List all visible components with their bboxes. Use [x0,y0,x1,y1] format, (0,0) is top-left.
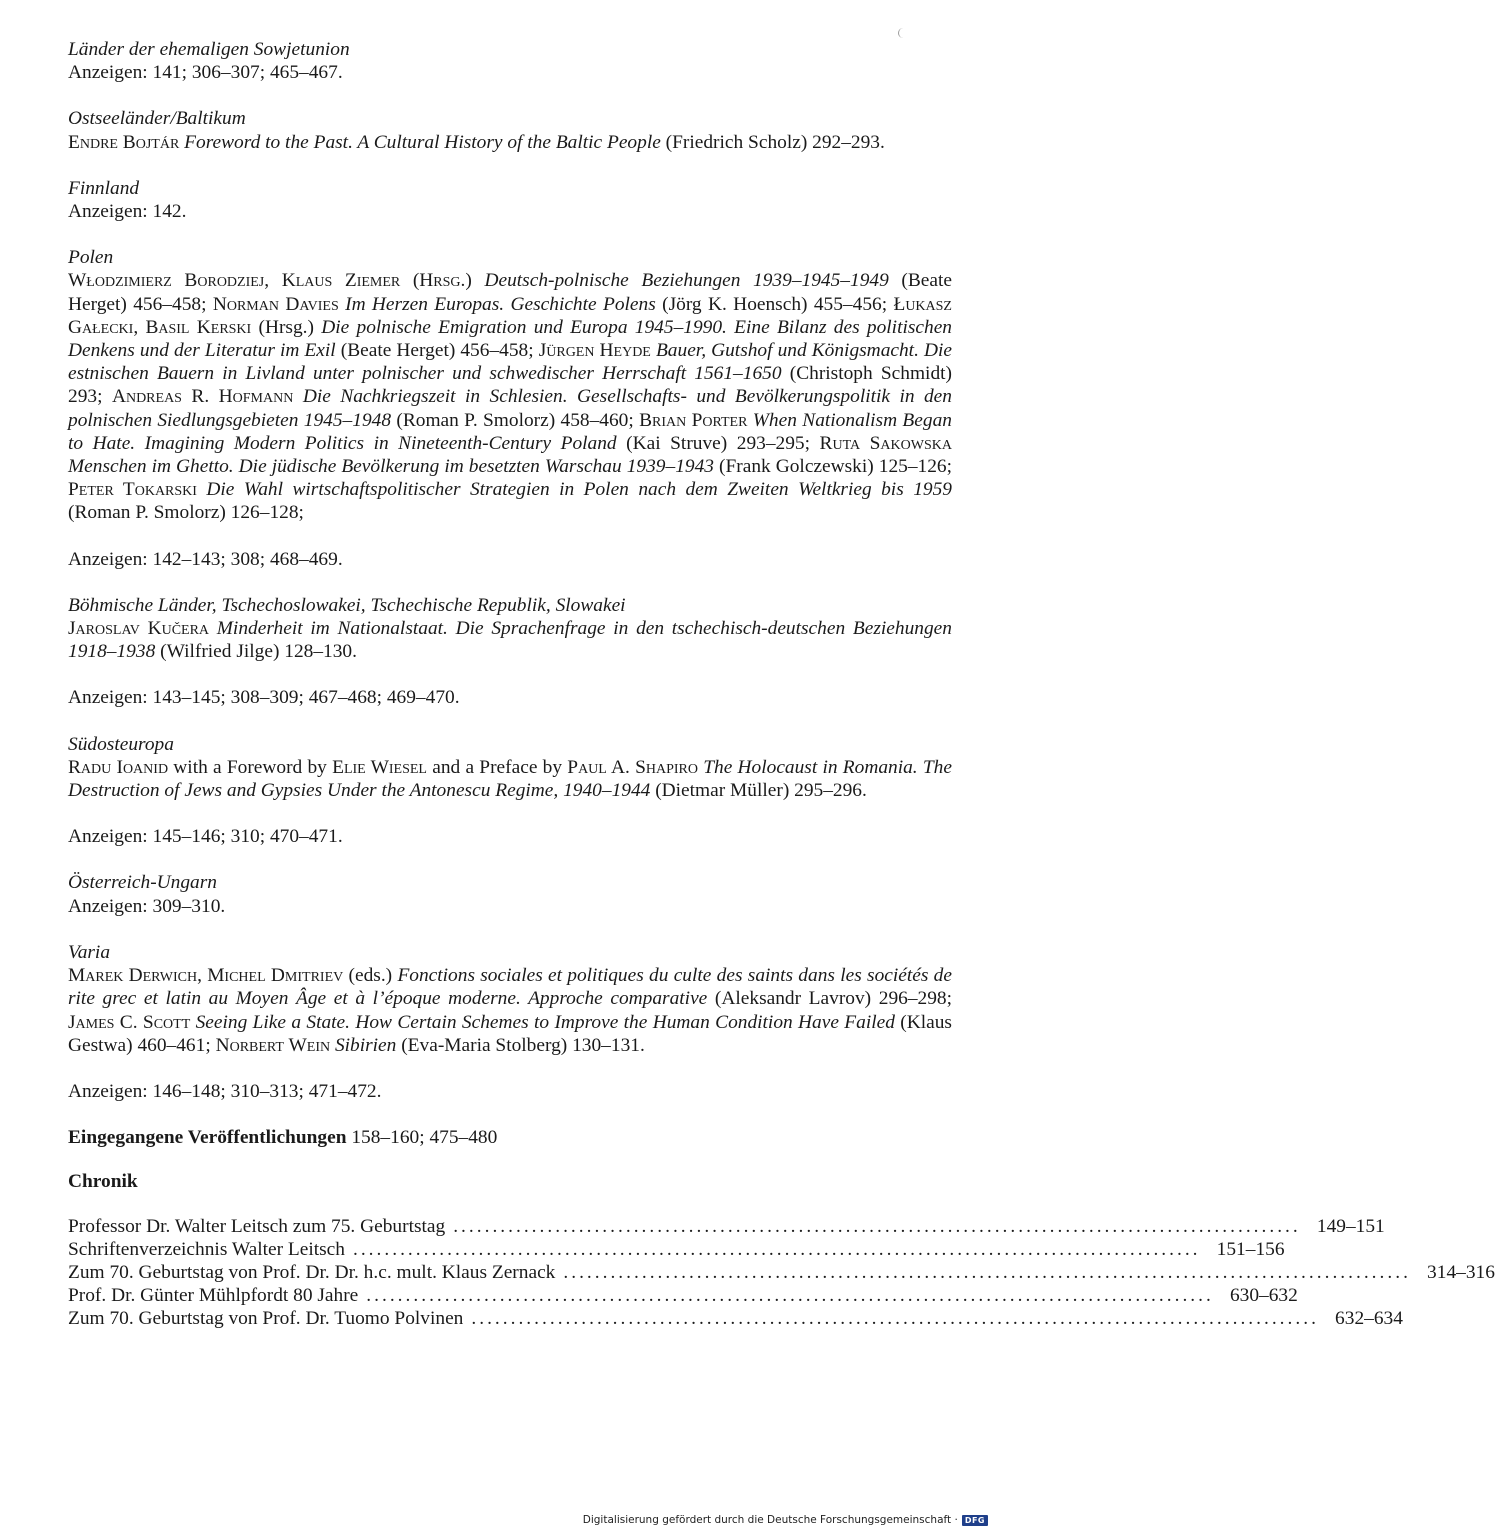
author: Andreas R. Hofmann [111,386,294,408]
section-baltikum [68,107,952,153]
toc-pages: 314–316 [1427,1261,1495,1283]
connector-text: and a Preface by [432,756,563,778]
index-page [68,38,1495,1330]
book-title: Bauer, Gutshof und Königsmacht. Die estnischen Bauern in Livland unter polnischer und schwedischer Herrschaft 1561–1650 [68,340,952,385]
author: James C. Scott [68,1011,191,1033]
toc-leader: ............................................................................................................ [352,1238,1201,1260]
section-suedosteuropa [68,733,952,849]
book-title: Die Wahl wirtschaftspolitischer Strategien in Polen nach dem Zweiten Weltkrieg bis 1959 [206,479,952,501]
author: Elie Wiesel [332,756,427,778]
anzeigen-line: Anzeigen: 143–145; 308–309; 467–468; 469–470. [68,687,460,709]
anzeigen-line: Anzeigen: 142. [68,201,187,223]
editor-note: (Hrsg.) [258,316,314,338]
toc-leader: ............................................................................................................ [563,1261,1411,1283]
author: Endre Bojtár [68,131,180,153]
editor-note: (eds.) [348,965,393,987]
reviewer-pages: (Eva-Maria Stolberg) 130–131. [401,1034,645,1056]
book-title: Im Herzen Europas. Geschichte Polens [345,293,656,315]
book-title: Foreword to the Past. A Cultural History of the Baltic People [184,131,661,153]
reviewer-pages: (Beate Herget) 456–458; [68,270,952,315]
eingegangene-label: Eingegangene Veröffentlichungen [68,1127,347,1149]
section-heading: Böhmische Länder, Tschechoslowakei, Tschechische Republik, Slowakei [68,594,626,616]
toc-leader: ............................................................................................................ [471,1308,1319,1330]
reviewer-pages: (Beate Herget) 456–458; [340,340,534,362]
review-entry [68,756,952,802]
anzeigen-line: Anzeigen: 309–310. [68,895,226,917]
author: Ruta Sakowska [819,432,952,454]
margin-mark [898,28,903,38]
reviewer-pages: (Dietmar Müller) 295–296. [655,780,867,802]
toc-row [68,1215,1385,1238]
anzeigen-line: Anzeigen: 142–143; 308; 468–469. [68,548,343,570]
toc-row [68,1284,1298,1307]
section-polen [68,246,952,571]
reviewer-pages: (Wilfried Jilge) 128–130. [160,641,357,663]
chronik-list [68,1215,1495,1331]
reviewer-pages: (Roman P. Smolorz) 458–460; [396,409,634,431]
section-heading: Finnland [68,177,140,199]
author: Brian Porter [639,409,748,431]
section-heading: Ostseeländer/Baltikum [68,108,246,130]
reviewer-pages: (Klaus Gestwa) 460–461; [68,1011,952,1056]
author: Łukasz Gałecki, Basil Kerski [68,293,952,338]
review-entry [68,617,952,663]
book-title: Minderheit im Nationalstaat. Die Sprachenfrage in den tschechisch-deutschen Beziehungen 1918–1938 [68,618,952,663]
toc-leader: ............................................................................................................ [453,1215,1301,1237]
review-entries [68,269,952,524]
section-boehmen [68,594,952,710]
eingegangene-line [68,1126,952,1149]
toc-label: Zum 70. Geburtstag von Prof. Dr. Tuomo Polvinen [68,1308,464,1330]
toc-pages: 151–156 [1216,1238,1285,1260]
reviewer-pages: (Jörg K. Hoensch) 455–456; [662,293,888,315]
section-heading: Varia [68,941,111,963]
book-title: Die Nachkriegszeit in Schlesien. Gesellschafts- und Bevölkerungspolitik in den polnischen Siedlungsgebieten 1945–1948 [68,386,952,431]
section-heading: Länder der ehemaligen Sowjetunion [68,39,350,60]
reviewer-pages: (Roman P. Smolorz) 126–128; [68,502,304,524]
toc-label: Prof. Dr. Günter Mühlpfordt 80 Jahre [68,1285,359,1307]
anzeigen-line: Anzeigen: 141; 306–307; 465–467. [68,62,343,84]
toc-row [68,1261,1495,1284]
section-heading: Österreich-Ungarn [68,872,217,894]
anzeigen-line: Anzeigen: 145–146; 310; 470–471. [68,826,343,848]
section-sowjetunion [68,38,952,84]
book-title: The Holocaust in Romania. The Destruction of Jews and Gypsies Under the Antonescu Regime, 1940–1944 [68,756,952,802]
author: Marek Derwich, Michel Dmitriev [68,965,344,987]
section-varia [68,941,952,1103]
toc-label: Schriftenverzeichnis Walter Leitsch [68,1238,345,1260]
digitization-footer [583,1514,988,1526]
connector-text: with a Foreword by [173,756,327,778]
section-heading: Polen [68,247,114,269]
anzeigen-line: Anzeigen: 146–148; 310–313; 471–472. [68,1080,382,1102]
author: Norbert Wein [215,1034,331,1056]
book-title: When Nationalism Began to Hate. Imagining Modern Politics in Nineteenth-Century Poland [68,409,952,454]
dfg-logo-icon: DFG [962,1515,988,1526]
review-entry [68,131,952,154]
book-title: Seeing Like a State. How Certain Schemes to Improve the Human Condition Have Failed [195,1011,895,1033]
toc-leader: ............................................................................................................ [366,1285,1214,1307]
toc-pages: 149–151 [1316,1215,1385,1237]
toc-pages: 630–632 [1229,1285,1298,1307]
reviewer-pages: (Frank Golczewski) 125–126; [719,456,952,478]
author: Norman Davies [212,293,339,315]
review-entries [68,964,952,1057]
toc-label: Professor Dr. Walter Leitsch zum 75. Geburtstag [68,1215,446,1237]
author: Peter Tokarski [68,479,197,501]
chronik-title: Chronik [68,1171,138,1193]
author: Paul A. Shapiro [567,756,698,778]
book-title: Sibirien [334,1034,397,1056]
reviewer-pages: (Aleksandr Lavrov) 296–298; [714,988,952,1010]
book-title: Fonctions sociales et politiques du culte des saints dans les sociétés de rite grec et latin au Moyen Âge et à l’époque moderne. Approche comparative [68,965,952,1010]
book-title: Menschen im Ghetto. Die jüdische Bevölkerung im besetzten Warschau 1939–1943 [68,456,714,478]
book-title: Die polnische Emigration und Europa 1945–1990. Eine Bilanz des politischen Denkens und der Literatur im Exil [68,316,952,362]
author: Radu Ioanid [68,756,169,778]
book-title: Deutsch-polnische Beziehungen 1939–1945–1949 [484,270,889,292]
reviewer-pages: (Friedrich Scholz) 292–293. [665,131,885,153]
toc-row [68,1307,1403,1330]
toc-pages: 632–634 [1335,1308,1403,1330]
eingegangene-pages: 158–160; 475–480 [351,1127,498,1149]
section-oesterreich-ungarn [68,871,952,917]
reviewer-pages: (Kai Struve) 293–295; [626,432,811,454]
author: Włodzimierz Borodziej, Klaus Ziemer (Hrsg.) [68,270,472,292]
toc-label: Zum 70. Geburtstag von Prof. Dr. Dr. h.c. mult. Klaus Zernack [68,1261,556,1283]
author: Jaroslav Kučera [68,618,210,640]
author: Jürgen Heyde [538,340,651,362]
section-heading: Südosteuropa [68,733,174,755]
toc-row [68,1238,1285,1261]
section-finnland [68,177,952,223]
footer-text: Digitalisierung gefördert durch die Deutsche Forschungsgemeinschaft · [582,1514,958,1526]
reviewer-pages: (Christoph Schmidt) 293; [68,363,952,408]
